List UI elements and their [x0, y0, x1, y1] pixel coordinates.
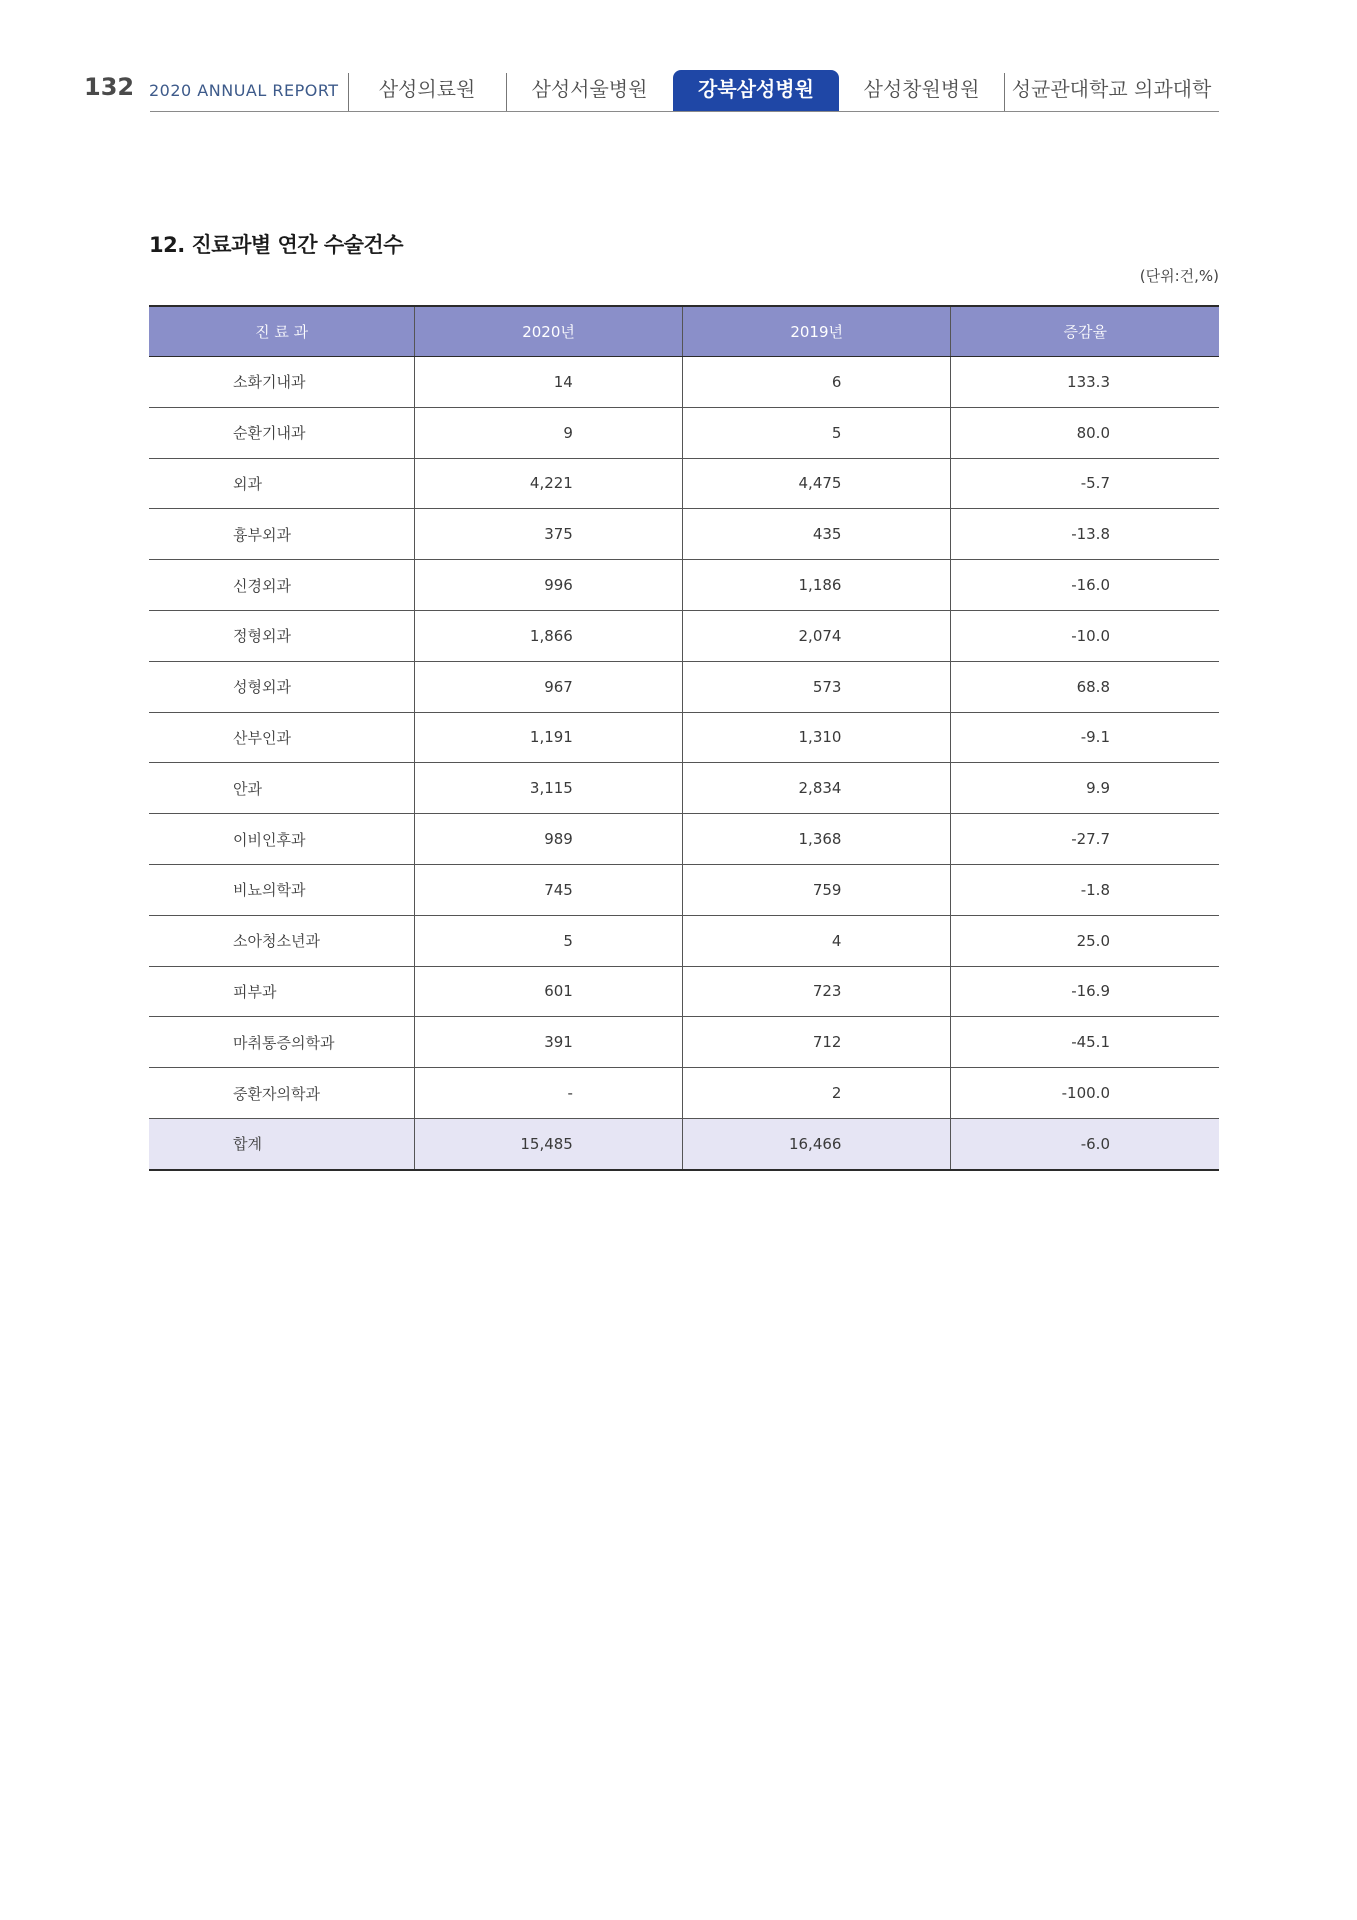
count-2019-cell: 723 — [682, 966, 951, 1017]
total-change-rate-cell: -6.0 — [951, 1118, 1219, 1169]
change-rate-cell: -5.7 — [951, 458, 1219, 509]
table-row — [149, 458, 1219, 509]
count-2019-cell: 712 — [682, 1017, 951, 1068]
count-2020-cell: 967 — [415, 661, 683, 712]
department-cell: 피부과 — [149, 966, 415, 1017]
column-header-change-rate: 증감율 — [951, 306, 1219, 357]
count-2019-cell: 5 — [682, 407, 951, 458]
tab-label: 삼성서울병원 — [531, 77, 648, 101]
count-2020-cell: 391 — [415, 1017, 683, 1068]
count-2020-cell: 4,221 — [415, 458, 683, 509]
department-cell: 마취통증의학과 — [149, 1017, 415, 1068]
department-cell: 순환기내과 — [149, 407, 415, 458]
count-2020-cell: - — [415, 1068, 683, 1119]
department-cell: 흉부외과 — [149, 509, 415, 560]
table-row — [149, 1068, 1219, 1119]
table-row — [149, 966, 1219, 1017]
department-cell: 비뇨의학과 — [149, 864, 415, 915]
count-2020-cell: 3,115 — [415, 763, 683, 814]
count-2019-cell: 573 — [682, 661, 951, 712]
count-2020-cell: 1,866 — [415, 610, 683, 661]
count-2020-cell: 9 — [415, 407, 683, 458]
change-rate-cell: -10.0 — [951, 610, 1219, 661]
page-number: 132 — [84, 73, 135, 101]
tab-label: 성균관대학교 의과대학 — [1011, 77, 1212, 101]
total-2019-cell: 16,466 — [682, 1118, 951, 1169]
table-row — [149, 864, 1219, 915]
tab-samsung-medical-center[interactable] — [348, 70, 506, 111]
change-rate-cell: -1.8 — [951, 864, 1219, 915]
change-rate-cell: 133.3 — [951, 357, 1219, 408]
count-2020-cell: 5 — [415, 915, 683, 966]
table-row — [149, 1017, 1219, 1068]
department-cell: 안과 — [149, 763, 415, 814]
header-rule — [150, 111, 1219, 112]
change-rate-cell: 25.0 — [951, 915, 1219, 966]
column-header-department: 진 료 과 — [149, 306, 415, 357]
change-rate-cell: -16.9 — [951, 966, 1219, 1017]
table-row — [149, 509, 1219, 560]
table-row — [149, 814, 1219, 865]
table-row — [149, 560, 1219, 611]
department-cell: 소화기내과 — [149, 357, 415, 408]
count-2020-cell: 14 — [415, 357, 683, 408]
table-row — [149, 357, 1219, 408]
table-row — [149, 610, 1219, 661]
change-rate-cell: -16.0 — [951, 560, 1219, 611]
department-cell: 정형외과 — [149, 610, 415, 661]
change-rate-cell: -27.7 — [951, 814, 1219, 865]
count-2020-cell: 745 — [415, 864, 683, 915]
department-cell: 산부인과 — [149, 712, 415, 763]
table-row — [149, 661, 1219, 712]
count-2020-cell: 1,191 — [415, 712, 683, 763]
count-2019-cell: 6 — [682, 357, 951, 408]
count-2020-cell: 989 — [415, 814, 683, 865]
department-cell: 중환자의학과 — [149, 1068, 415, 1119]
tab-label: 삼성의료원 — [378, 77, 476, 101]
change-rate-cell: 9.9 — [951, 763, 1219, 814]
table-row — [149, 712, 1219, 763]
count-2020-cell: 996 — [415, 560, 683, 611]
table-header-row — [149, 306, 1219, 357]
tab-label: 삼성창원병원 — [863, 77, 980, 101]
tab-kangbuk-samsung-hospital[interactable] — [673, 70, 839, 111]
count-2019-cell: 4 — [682, 915, 951, 966]
department-cell: 외과 — [149, 458, 415, 509]
count-2019-cell: 759 — [682, 864, 951, 915]
total-row — [149, 1118, 1219, 1169]
count-2019-cell: 2,074 — [682, 610, 951, 661]
count-2019-cell: 1,310 — [682, 712, 951, 763]
count-2019-cell: 1,368 — [682, 814, 951, 865]
count-2019-cell: 4,475 — [682, 458, 951, 509]
total-2020-cell: 15,485 — [415, 1118, 683, 1169]
tab-skku-medical-school[interactable] — [1004, 70, 1219, 111]
column-header-2020: 2020년 — [415, 306, 683, 357]
department-cell: 신경외과 — [149, 560, 415, 611]
section-title: 12. 진료과별 연간 수술건수 — [149, 233, 403, 257]
change-rate-cell: -9.1 — [951, 712, 1219, 763]
tab-label: 강북삼성병원 — [698, 77, 814, 101]
change-rate-cell: -13.8 — [951, 509, 1219, 560]
count-2020-cell: 601 — [415, 966, 683, 1017]
surgery-count-table — [149, 305, 1219, 1171]
count-2019-cell: 435 — [682, 509, 951, 560]
column-header-2019: 2019년 — [682, 306, 951, 357]
count-2020-cell: 375 — [415, 509, 683, 560]
count-2019-cell: 2,834 — [682, 763, 951, 814]
department-cell: 이비인후과 — [149, 814, 415, 865]
table-row — [149, 763, 1219, 814]
tab-samsung-changwon-hospital[interactable] — [839, 70, 1004, 111]
change-rate-cell: 68.8 — [951, 661, 1219, 712]
unit-label: (단위:건,%) — [1139, 267, 1219, 285]
change-rate-cell: -45.1 — [951, 1017, 1219, 1068]
table-row — [149, 915, 1219, 966]
total-label-cell: 합계 — [149, 1118, 415, 1169]
table-row — [149, 407, 1219, 458]
change-rate-cell: 80.0 — [951, 407, 1219, 458]
count-2019-cell: 1,186 — [682, 560, 951, 611]
department-cell: 성형외과 — [149, 661, 415, 712]
section-nav — [348, 70, 1219, 111]
report-title: 2020 ANNUAL REPORT — [149, 81, 339, 100]
tab-samsung-seoul-hospital[interactable] — [506, 70, 673, 111]
change-rate-cell: -100.0 — [951, 1068, 1219, 1119]
count-2019-cell: 2 — [682, 1068, 951, 1119]
department-cell: 소아청소년과 — [149, 915, 415, 966]
